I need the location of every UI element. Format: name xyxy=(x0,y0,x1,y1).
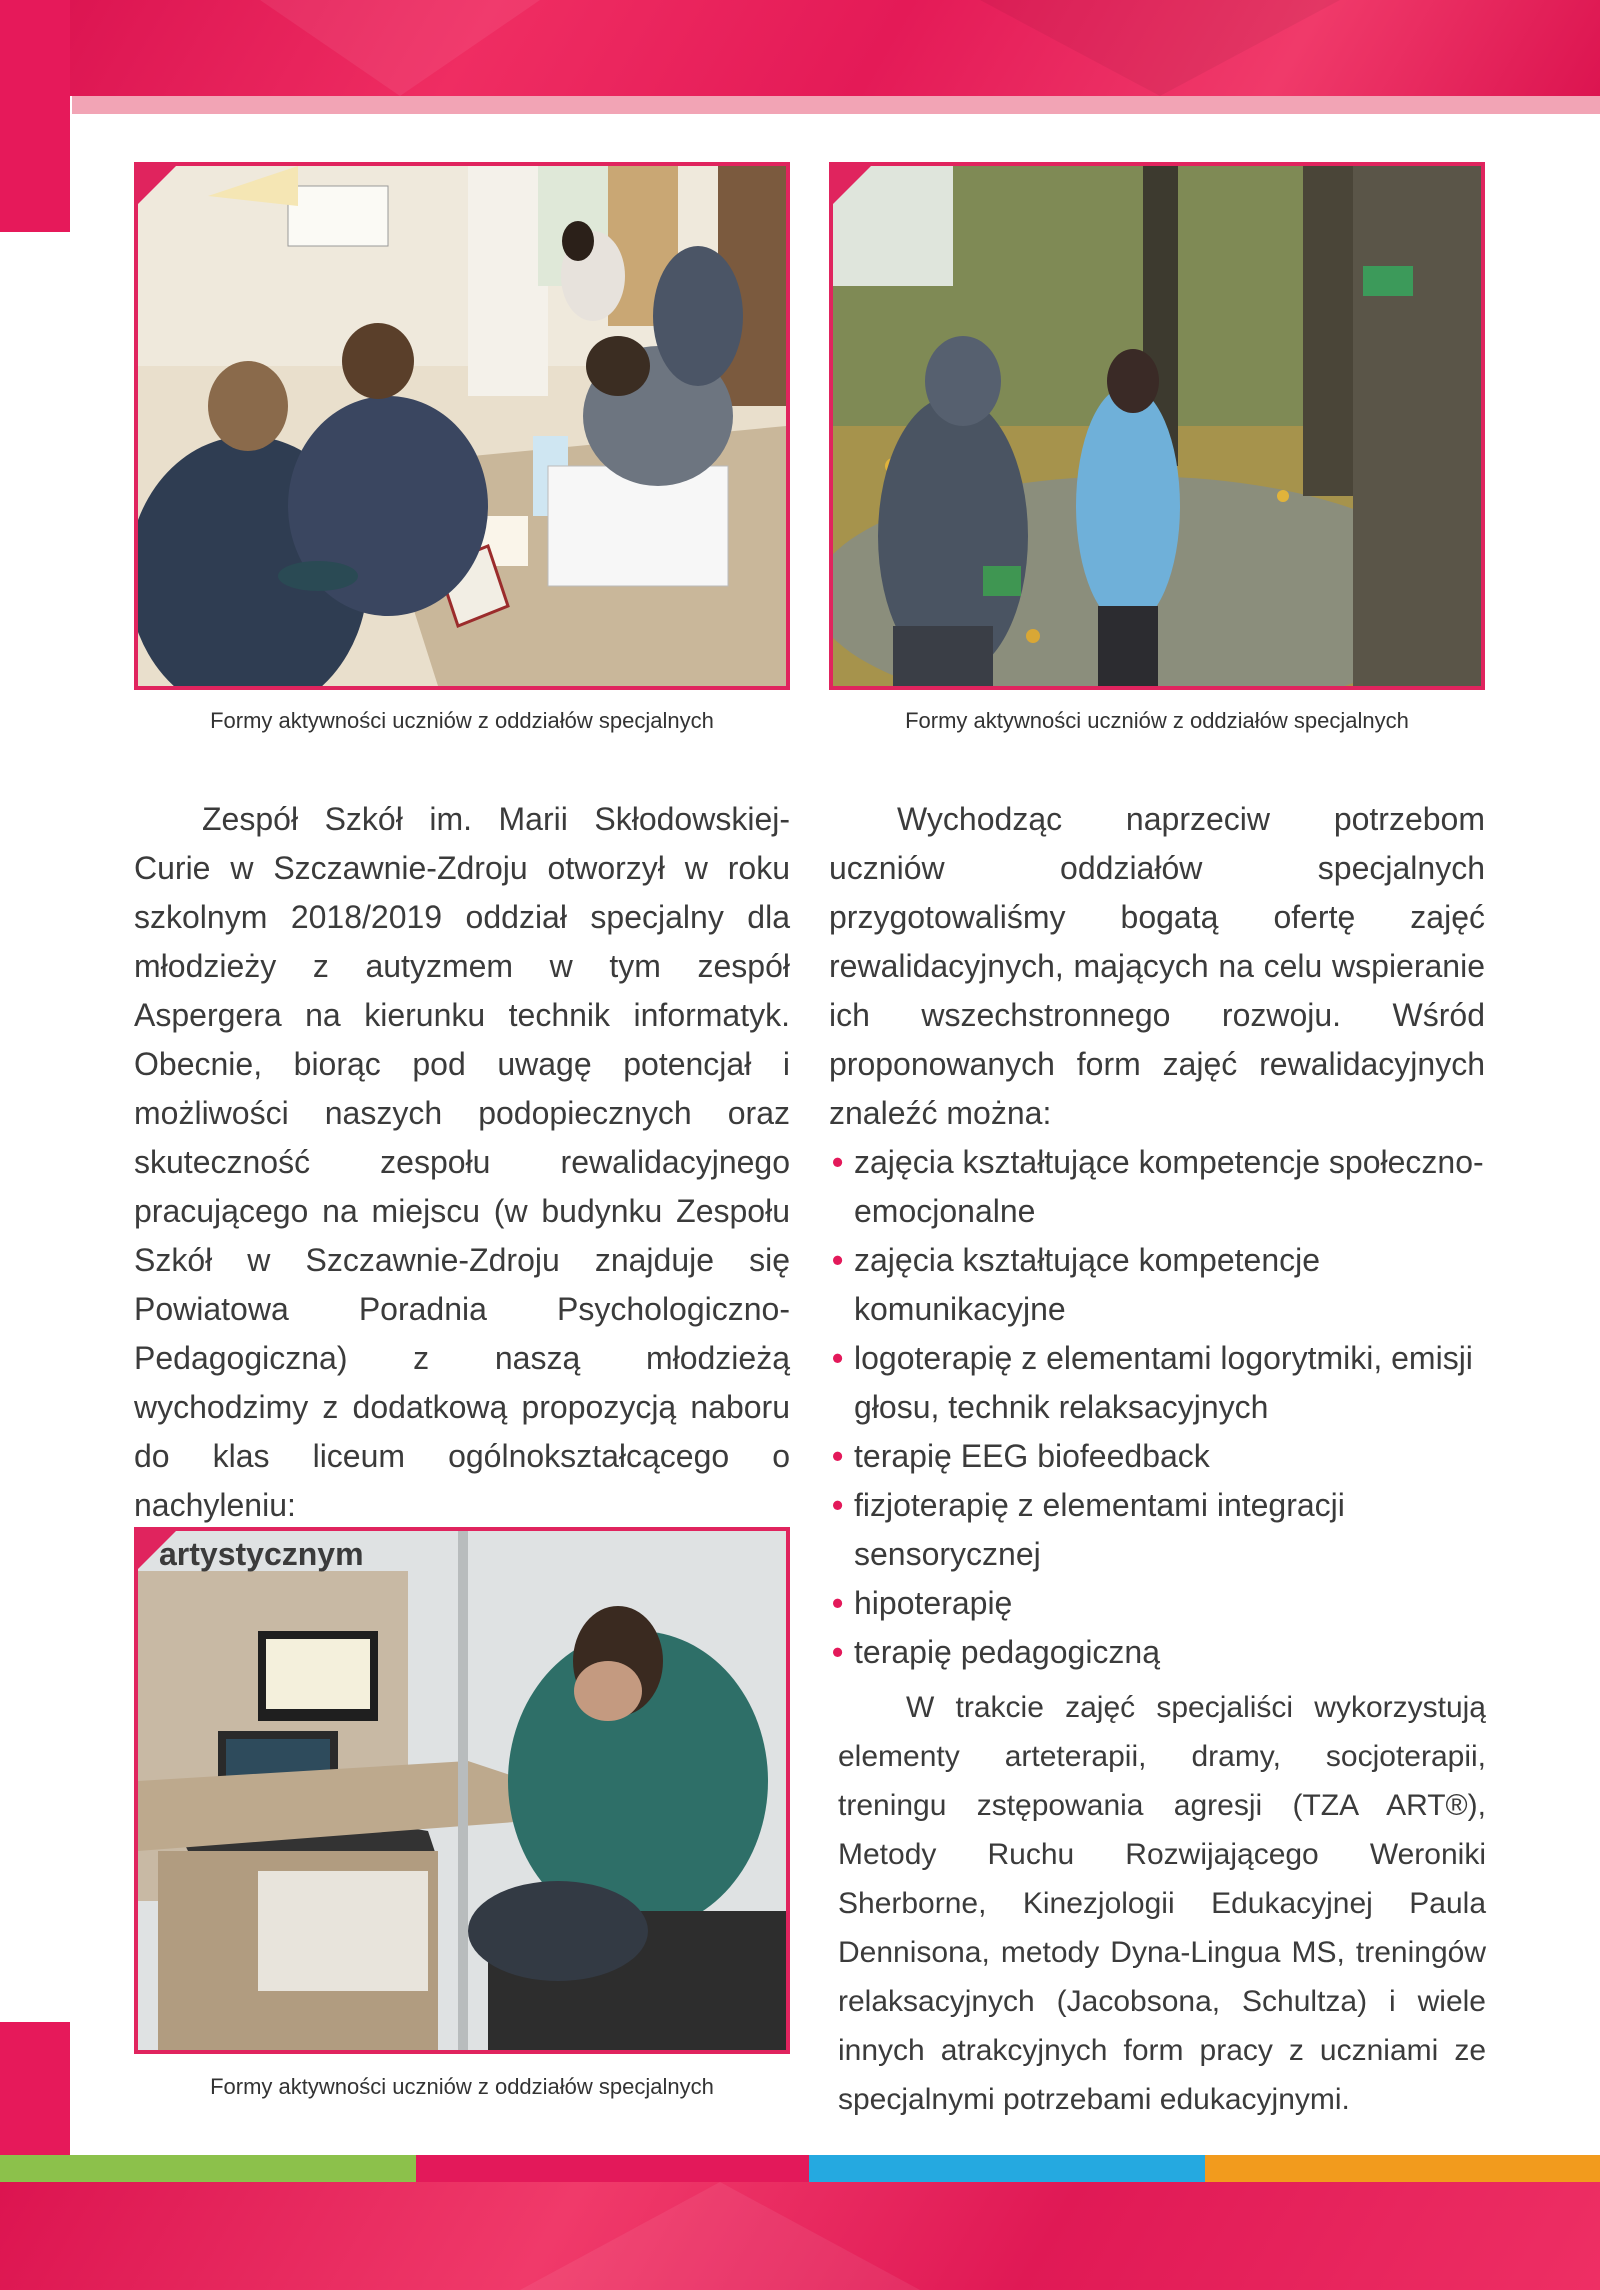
offer-paragraph: Wychodząc naprzeciw potrzebom uczniów oddziałów specjalnych przygotowaliśmy bogatą ofertę zajęć rewalidacyjnych, mających na celu wspieranie ich wszechstronnego rozwoju. Wśród proponowanych form zajęć rewalidacyjnych znaleźć można: xyxy=(829,801,1485,1131)
color-strip-orange xyxy=(1205,2155,1600,2182)
therapy-list xyxy=(829,1138,1485,1677)
photo-park-activity xyxy=(829,162,1485,690)
methods-paragraph-block xyxy=(838,1683,1486,2124)
photo-caption: Formy aktywności uczniów z oddziałów specjalnych xyxy=(905,708,1409,733)
top-pink-line xyxy=(72,96,1600,114)
photo-caption: Formy aktywności uczniów z oddziałów specjalnych xyxy=(210,708,714,733)
bottom-decorative-band xyxy=(0,2182,1600,2290)
photo-classroom-activity xyxy=(134,162,790,690)
list-item: • zajęcia kształtujące kompetencje społeczno-emocjonalne xyxy=(832,1144,1484,1229)
photo-caption: Formy aktywności uczniów z oddziałów specjalnych xyxy=(210,2074,714,2099)
list-item: • artystycznym xyxy=(137,1536,364,1572)
color-strip-blue xyxy=(809,2155,1205,2182)
color-strip-pink xyxy=(416,2155,809,2182)
color-strip-green xyxy=(0,2155,416,2182)
list-item: • hipoterapię xyxy=(832,1585,1013,1621)
left-text-column xyxy=(134,795,790,1579)
top-decorative-band xyxy=(0,0,1600,96)
intro-paragraph: Zespół Szkół im. Marii Skłodowskiej-Curie w Szczawnie-Zdroju otworzył w roku szkolnym 2018/2019 oddział specjalny dla młodzieży z autyzmem w tym zespół Aspergera na kierunku technik informatyk. Obecnie, biorąc pod uwagę potencjał i możliwości naszych podopiecznych oraz skuteczność zespołu rewalidacyjnego pracującego na miejscu (w budynku Zespołu Szkół w Szczawnie-Zdroju znajduje się Powiatowa Poradnia Psychologiczno-Pedagogiczna) z naszą młodzieżą wychodzimy z dodatkową propozycją naboru do klas liceum ogólnokształcącego o nachyleniu: xyxy=(134,801,790,1523)
list-item: • zajęcia kształtujące kompetencje komunikacyjne xyxy=(832,1242,1321,1327)
photo-computer-activity xyxy=(134,1527,790,2054)
left-accent-tab-top xyxy=(0,0,70,232)
list-item: • fizjoterapię z elementami integracji sensorycznej xyxy=(832,1487,1345,1572)
methods-paragraph: W trakcie zajęć specjaliści wykorzystują elementy arteterapii, dramy, socjoterapii, treningu zstępowania agresji (TZA ART®), Metody Ruchu Rozwijającego Weroniki Sherborne, Kinezjologii Edukacyjnej Paula Dennisona, metody Dyna-Lingua MS, treningów relaksacyjnych (Jacobsona, Schultza) i wiele innych atrakcyjnych form pracy z uczniami ze specjalnymi potrzebami edukacyjnymi. xyxy=(838,1691,1486,2116)
list-item: • logoterapię z elementami logorytmiki, emisji głosu, technik relaksacyjnych xyxy=(832,1340,1473,1425)
list-item: • terapię EEG biofeedback xyxy=(832,1438,1210,1474)
right-text-column xyxy=(829,795,1485,1677)
list-item: • terapię pedagogiczną xyxy=(832,1634,1161,1670)
